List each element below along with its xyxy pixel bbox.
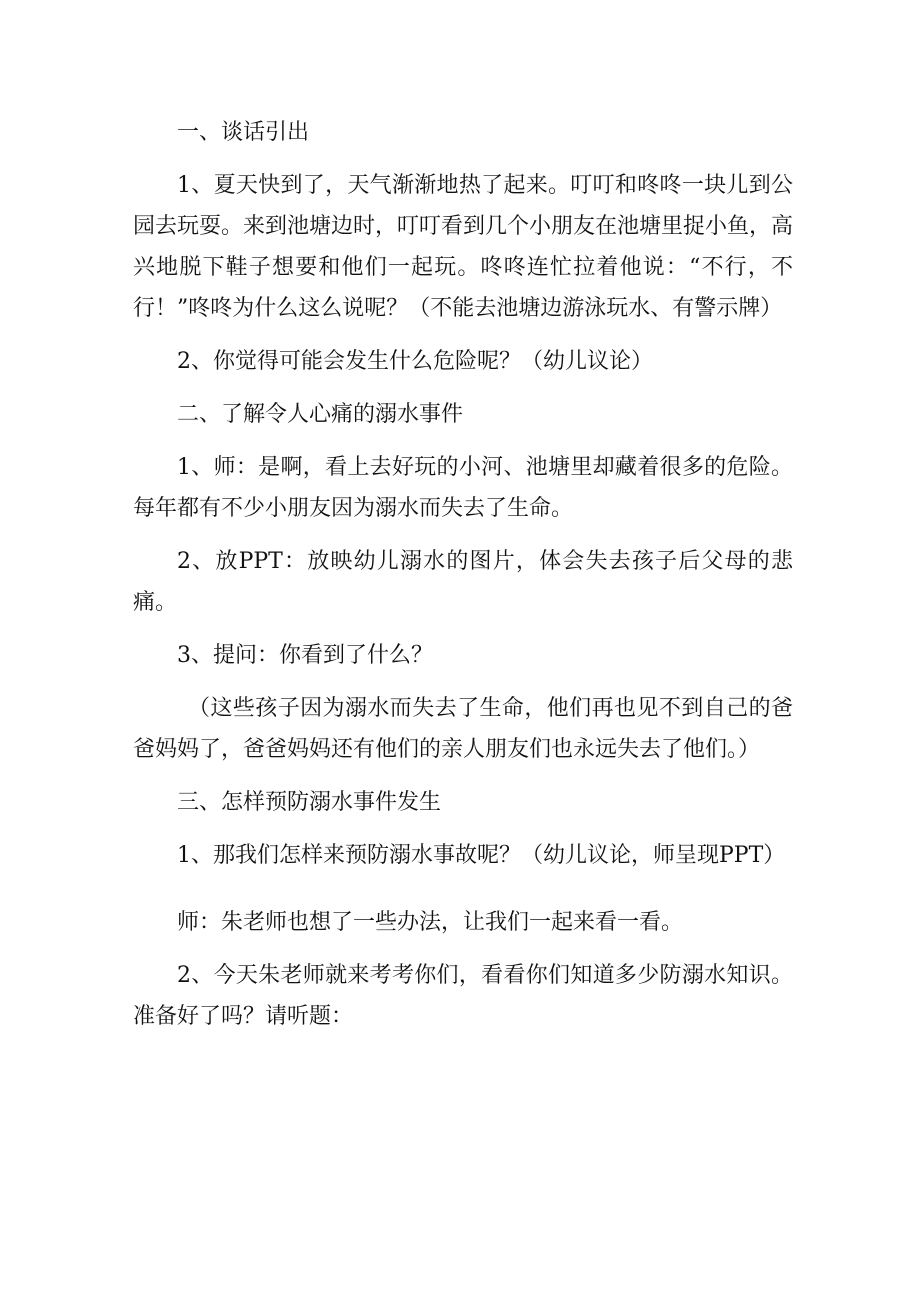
paragraph-teacher-ideas: 师：朱老师也想了一些办法，让我们一起来看一看。 [177, 910, 684, 935]
paragraph-danger-question: 2、你觉得可能会发生什么危险呢？（幼儿议论） [177, 349, 653, 374]
section-heading-1: 一、谈话引出 [177, 120, 310, 145]
paragraph-teacher-remark: 1、师：是啊，看上去好玩的小河、池塘里却藏着很多的危险。每年都有不少小朋友因为溺水而失去了生命。 [133, 455, 793, 521]
document-body [133, 112, 793, 1049]
paragraph-quiz-intro: 2、今天朱老师就来考考你们，看看你们知道多少防溺水知识。准备好了吗？请听题： [133, 963, 793, 1029]
paragraph-prevention-question: 1、那我们怎样来预防溺水事故呢？（幼儿议论，师呈现PPT） [177, 843, 786, 868]
section-heading-2: 二、了解令人心痛的溺水事件 [177, 402, 464, 427]
paragraph-question: 3、提问：你看到了什么？ [177, 643, 433, 668]
paragraph-ppt-show: 2、放PPT：放映幼儿溺水的图片，体会失去孩子后父母的悲痛。 [133, 549, 793, 615]
paragraph-story: 1、夏天快到了，天气渐渐地热了起来。叮叮和咚咚一块儿到公园去玩耍。来到池塘边时，叮叮看到几个小朋友在池塘里捉小鱼，高兴地脱下鞋子想要和他们一起玩。咚咚连忙拉着他说：“不行，不行！”咚咚为什么这么说呢？（不能去池塘边游泳玩水、有警示牌） [133, 173, 794, 321]
paragraph-answer: （这些孩子因为溺水而失去了生命，他们再也见不到自己的爸爸妈妈了，爸爸妈妈还有他们的亲人朋友们也永远失去了他们。） [133, 696, 793, 762]
section-heading-3: 三、怎样预防溺水事件发生 [177, 790, 442, 815]
